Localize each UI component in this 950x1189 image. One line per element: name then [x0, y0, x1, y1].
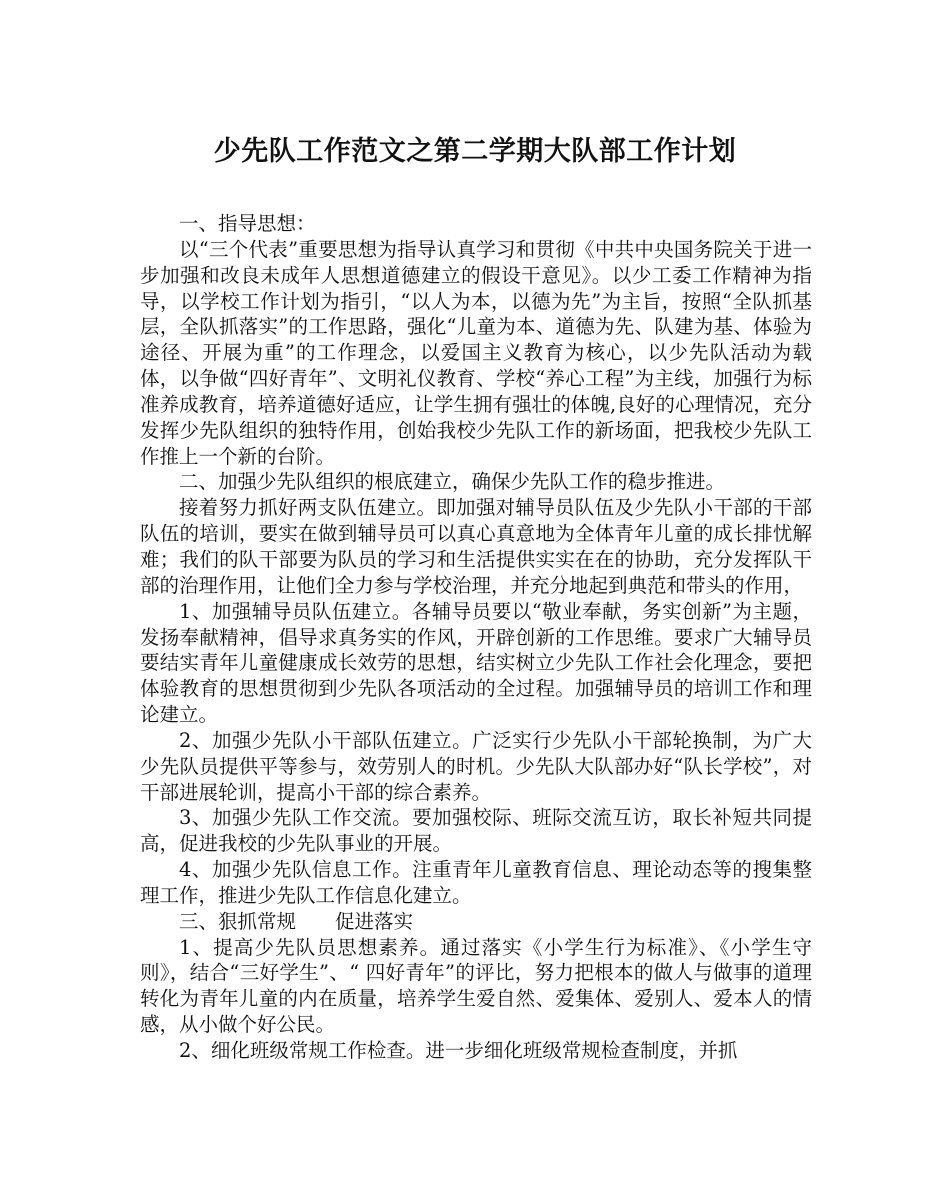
document-title: 少先队工作范文之第二学期大队部工作计划 [213, 136, 737, 167]
paragraph-class-inspection: 2、细化班级常规工作检查。进一步细化班级常规检查制度，并抓 [179, 1039, 738, 1062]
paragraph-information: 4、加强少先队信息工作。注重青年儿童教育信息、理论动态等的搜集整理工作，推进少先队工作信息化建立。 [140, 858, 812, 907]
paragraph-exchange: 3、加强少先队工作交流。要加强校际、班际交流互访，取长补短共同提高，促进我校的少先队事业的开展。 [140, 806, 812, 856]
heading-routine: 三、狠抓常规 促进落实 [179, 909, 414, 933]
heading-organization-building: 二、加强少先队组织的根底建立，确保少先队工作的稳步推进。 [179, 470, 726, 494]
paragraph-cadre-team: 2、加强少先队小干部队伍建立。广泛实行少先队小干部轮换制，为广大少先队员提供平等参与，效劳别人的时机。少先队大队部办好“队长学校”，对干部进展轮训，提高小干部的综合素养。 [140, 728, 812, 804]
paragraph-two-teams: 接着努力抓好两支队伍建立。即加强对辅导员队伍及少先队小干部的干部队伍的培训，要实在做到辅导员可以真心真意地为全体青年儿童的成长排忧解难；我们的队干部要为队员的学习和生活提供实实在在的协助，充分发挥队干部的治理作用，让他们全力参与学校治理，并充分地起到典范和带头的作用， [140, 496, 812, 597]
heading-guiding-thought: 一、指导思想： [179, 212, 316, 235]
paragraph-ideological-quality: 1、提高少先队员思想素养。通过落实《小学生行为标准》、《小学生守则》，结合“三好学生”、“ 四好青年”的评比，努力把根本的做人与做事的道理转化为青年儿童的内在质量，培养学生爱自然、爱集体、爱别人、爱本人的情感，从小做个好公民。 [140, 935, 812, 1037]
document-body [140, 211, 812, 1064]
paragraph-counselor-team: 1、加强辅导员队伍建立。各辅导员要以“敬业奉献，务实创新”为主题，发扬奉献精神，倡导求真务实的作风，开辟创新的工作思维。要求广大辅导员要结实青年儿童健康成长效劳的思想，结实树立少先队工作社会化理念，要把体验教育的思想贯彻到少先队各项活动的全过程。加强辅导员的培训工作和理论建立。 [140, 599, 812, 727]
paragraph-guiding-thought: 以“三个代表”重要思想为指导认真学习和贯彻《中共中央国务院关于进一步加强和改良未成年人思想道德建立的假设干意见》。以少工委工作精神为指导，以学校工作计划为指引，“以人为本，以德为先”为主旨，按照“全队抓基层，全队抓落实”的工作思路，强化“儿童为本、道德为先、队建为基、体验为途径、开展为重”的工作理念，以爱国主义教育为核心，以少先队活动为载体，以争做“四好青年”、文明礼仪教育、学校“养心工程”为主线，加强行为标准养成教育，培养道德好适应，让学生拥有强壮的体魄,良好的心理情况，充分发挥少先队组织的独特作用，创始我校少先队工作的新场面，把我校少先队工作推上一个新的台阶。 [140, 237, 812, 468]
